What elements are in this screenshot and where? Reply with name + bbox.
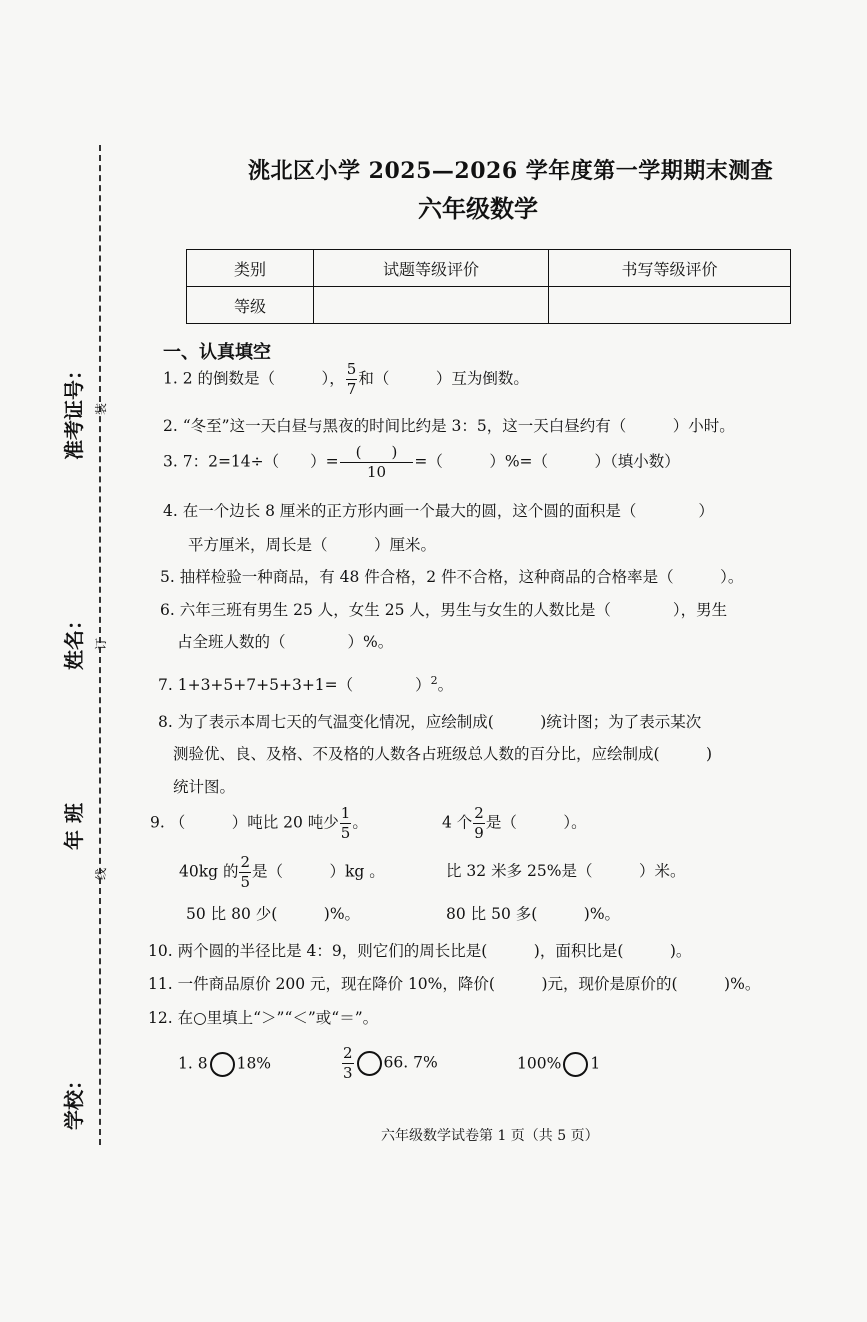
compare-left: 100% [517,1054,562,1073]
question-1 [163,362,529,397]
question-text: 3. 7：2=14÷（ ）= [163,452,339,471]
question-9d: 比 32 米多 25%是（ ）米。 [446,862,686,880]
compare-left: 1. 8 [178,1054,208,1073]
question-text: 和（ ）互为倒数。 [358,369,529,388]
question-text: 1. 2 的倒数是（ ）， [163,369,345,388]
school-label: 学校： [62,1070,86,1130]
question-9a [150,806,368,841]
question-text: 40kg 的 [179,862,239,881]
question-text: 。 [352,813,368,832]
compare-2 [341,1046,438,1081]
section-title: 一、认真填空 [163,342,271,363]
question-text: 7. 1+3+5+7+5+3+1=（ ） [158,676,431,695]
fraction: $\frac{2}{3}$ [343,1044,353,1082]
name-label: 姓名： [62,610,86,670]
question-9e: 50 比 80 少( )%。 [186,905,361,923]
question-8-line1: 8. 为了表示本周七天的气温变化情况，应绘制成( )统计图；为了表示某次 [158,713,702,731]
class-label: 年 班 [62,803,86,850]
answer-circle[interactable] [357,1051,382,1076]
table-cell: 试题等级评价 [314,250,549,287]
question-11: 11. 一件商品原价 200 元，现在降价 10%，降价( )元，现价是原价的( )%。 [148,975,761,993]
question-8-line3: 统计图。 [173,778,236,796]
binding-mark: 订 [94,637,108,650]
compare-right: 18% [236,1054,272,1073]
question-7 [158,675,453,694]
question-3 [163,445,680,480]
exam-id-label: 准考证号： [62,360,86,460]
question-10: 10. 两个圆的半径比是 4：9，则它们的周长比是( )，面积比是( )。 [148,942,692,960]
binding-mark: 装 [94,402,108,415]
table-cell [314,287,549,324]
fraction: $\frac{1}{5}$ [340,804,351,842]
table-row [187,250,791,287]
answer-circle[interactable] [563,1052,588,1077]
compare-right: 1 [590,1054,601,1073]
fraction: $\frac{( )}{10}$ [340,445,414,480]
compare-1 [178,1052,271,1077]
exam-subtitle: 六年级数学 [418,194,538,223]
table-cell: 书写等级评价 [549,250,791,287]
question-4-line2: 平方厘米，周长是（ ）厘米。 [188,536,437,554]
question-text: 9. （ ）吨比 20 吨少 [150,813,339,832]
table-row [187,287,791,324]
question-2: 2. “冬至”这一天白昼与黑夜的时间比约是 3：5，这一天白昼约有（ ）小时。 [163,417,735,435]
question-9b [442,806,587,841]
compare-3 [517,1052,600,1077]
question-6-line1: 6. 六年三班有男生 25 人，女生 25 人，男生与女生的人数比是（ ），男生 [160,601,728,619]
question-5: 5. 抽样检验一种商品，有 48 件合格，2 件不合格，这种商品的合格率是（ ）。 [160,568,744,586]
question-4-line1: 4. 在一个边长 8 厘米的正方形内画一个最大的圆，这个圆的面积是（ ） [163,502,714,520]
fraction: $\frac{2}{9}$ [474,804,484,842]
table-cell: 等级 [187,287,314,324]
question-12: 12. 在○里填上“＞”“＜”或“＝”。 [148,1009,379,1027]
compare-right: 66. 7% [383,1053,438,1072]
question-text: 4 个 [442,813,473,832]
question-9f: 80 比 50 多( )%。 [446,905,621,923]
page-footer: 六年级数学试卷第 1 页（共 5 页） [381,1128,599,1144]
fraction: $\frac{2}{5}$ [240,853,251,891]
table-cell: 类别 [187,250,314,287]
question-9c [179,855,385,890]
answer-circle[interactable] [210,1052,235,1077]
question-text: 是（ ）。 [485,813,587,832]
question-text: =（ ）%=（ ）（填小数） [414,452,680,471]
question-6-line2: 占全班人数的（ ）%。 [177,633,394,651]
question-text: 。 [437,676,454,695]
question-8-line2: 测验优、良、及格、不及格的人数各占班级总人数的百分比，应绘制成( ) [173,745,713,763]
question-text: 是（ ）kg 。 [252,862,385,881]
exponent: 2 [430,674,438,687]
table-cell [549,287,791,324]
exam-title: 洮北区小学 2025—2026 学年度第一学期期末测查 [248,158,774,184]
fraction: $\frac{5}{7}$ [346,360,357,398]
binding-mark: 线 [94,867,108,880]
grade-table [186,249,791,324]
